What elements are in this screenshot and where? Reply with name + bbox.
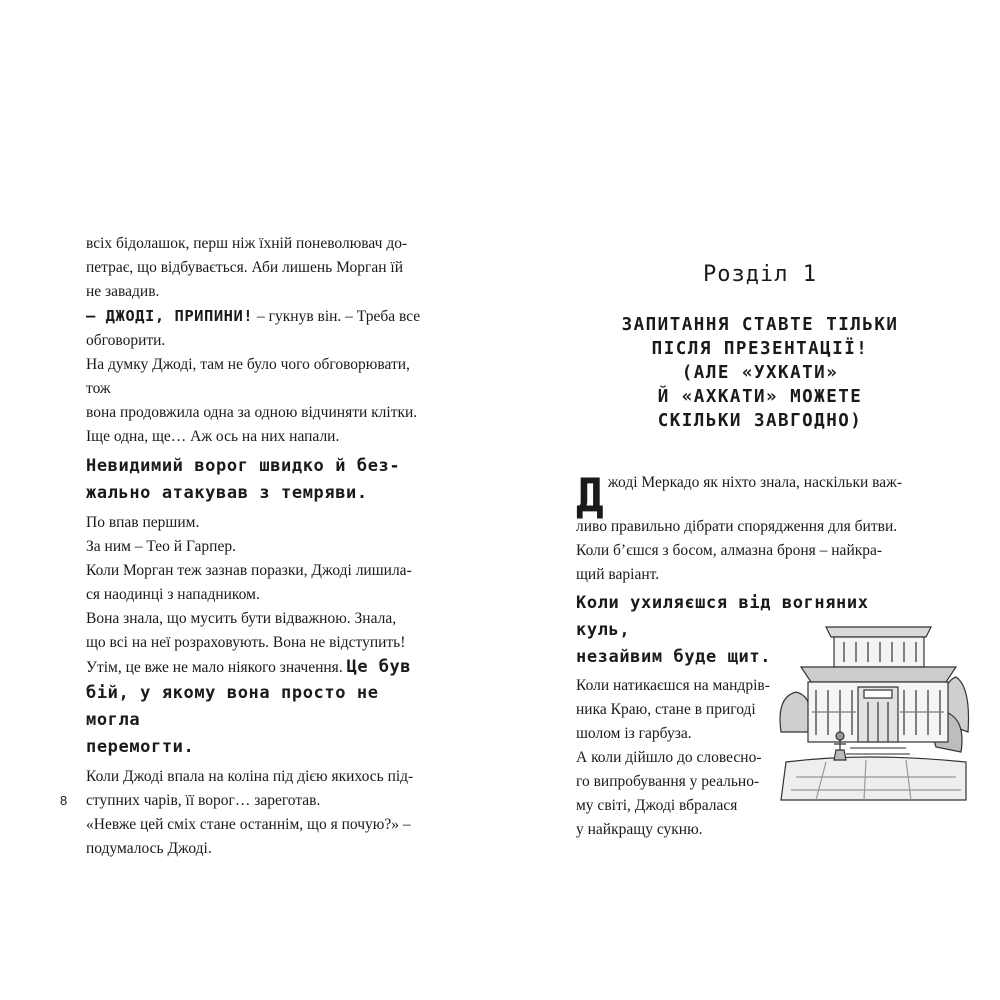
chapter-title-line: Й «АХКАТИ» МОЖЕТЕ <box>657 387 863 407</box>
text-line: не завадив. <box>86 283 160 300</box>
emphasis-span: Це був <box>346 657 411 677</box>
emphasis-line: перемогти. <box>86 737 195 757</box>
drop-cap: Д <box>576 468 604 522</box>
text-line: По впав першим. <box>86 514 200 531</box>
text-line: жоді Меркадо як ніхто знала, наскільки важ- <box>607 474 903 491</box>
text-line: На думку Джоді, там не було чого обговорювати, тож <box>86 356 410 397</box>
text-line: обговорити. <box>86 332 166 349</box>
text-line: ся наодинці з нападником. <box>86 586 260 603</box>
text-line: всіх бідолашок, перш ніж їхній поневолювач до- <box>86 235 408 252</box>
text-line <box>86 655 431 680</box>
emphasis-line: Невидимий ворог швидко й без- <box>86 456 401 476</box>
page-number: 8 <box>60 793 68 808</box>
text-line: подумалось Джоді. <box>86 840 212 857</box>
text-line: Іще одна, ще… Аж ось на них напали. <box>86 428 340 445</box>
chapter-title-line: ЗАПИТАННЯ СТАВТЕ ТІЛЬКИ <box>621 315 899 335</box>
chapter-title-line: ПІСЛЯ ПРЕЗЕНТАЦІЇ! <box>651 339 869 359</box>
right-page <box>500 0 1000 1000</box>
text-line: ника Краю, стане в пригоді <box>576 701 756 718</box>
emphasis-line: Коли ухиляєшся від вогняних куль, <box>576 593 869 640</box>
text-line: му світі, Джоді вбралася <box>576 797 738 814</box>
text-line: Коли натикаєшся на мандрів- <box>576 677 770 694</box>
dialogue-rest: – гукнув він. – Треба все <box>253 308 421 325</box>
text-line: петрає, що відбувається. Аби лишень Морган їй <box>86 259 403 276</box>
shout-text: – ДЖОДІ, ПРИПИНИ! <box>86 307 254 325</box>
museum-building-illustration <box>776 612 971 802</box>
text-line: го випробування у реально- <box>576 773 760 790</box>
emphasis-line: жально атакував з темряви. <box>86 483 368 503</box>
text-line: ступних чарів, її ворог… зареготав. <box>86 792 321 809</box>
text-line: «Невже цей сміх стане останнім, що я почую?» – <box>86 816 411 833</box>
text-line: Коли Джоді впала на коліна під дією якихось під- <box>86 768 414 785</box>
emphasis-line: незайвим буде щит. <box>576 647 772 667</box>
text-line: Коли Морган теж зазнав поразки, Джоді лишила- <box>86 562 412 579</box>
text-line: щий варіант. <box>576 566 660 583</box>
text-line: А коли дійшло до словесно- <box>576 749 762 766</box>
chapter-title <box>562 313 958 433</box>
left-page-text <box>86 232 431 861</box>
text-line: ливо правильно дібрати спорядження для битви. <box>576 518 898 535</box>
chapter-label: Розділ 1 <box>703 262 817 287</box>
text-line: що всі на неї розраховують. Вона не відступить! <box>86 634 406 651</box>
text-line: шолом із гарбуза. <box>576 725 692 742</box>
text-line: Вона знала, що мусить бути відважною. Знала, <box>86 610 397 627</box>
wrapped-text <box>576 674 806 842</box>
emphasis-line: бій, у якому вона просто не могла <box>86 683 379 730</box>
text-line: Коли б’єшся з босом, алмазна броня – найкра- <box>576 542 883 559</box>
chapter-title-line: СКІЛЬКИ ЗАВГОДНО) <box>657 411 863 431</box>
dialogue-line <box>86 304 431 329</box>
text-span: Утім, це вже не мало ніякого значення. <box>86 659 347 676</box>
chapter-title-line: (АЛЕ «УХКАТИ» <box>681 363 839 383</box>
text-line: вона продовжила одна за одною відчиняти клітки. <box>86 404 418 421</box>
text-line: За ним – Тео й Гарпер. <box>86 538 236 555</box>
text-line: у найкращу сукню. <box>576 821 703 838</box>
